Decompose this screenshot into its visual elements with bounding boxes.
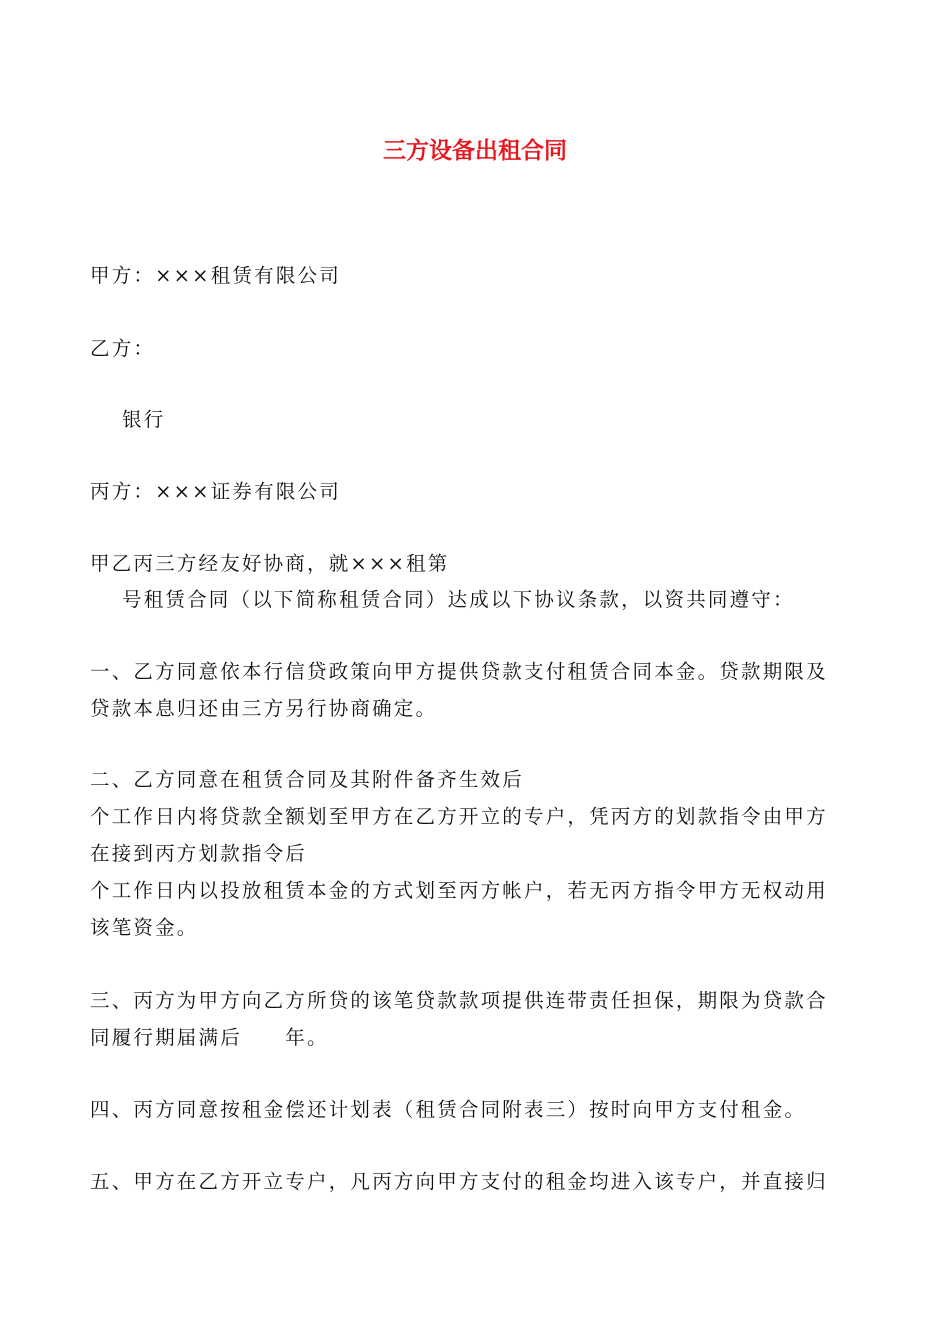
clause-3-line-1: 三、丙方为甲方向乙方所贷的该笔贷款款项提供连带责任担保，期限为贷款合 [90, 989, 828, 1012]
preamble-line-2: 号租赁合同（以下简称租赁合同）达成以下协议条款，以资共同遵守： [122, 588, 795, 611]
document-title: 三方设备出租合同 [383, 138, 567, 164]
party-b-line: 乙方： [90, 337, 156, 360]
party-c-line: 丙方：×××证券有限公司 [90, 480, 341, 503]
clause-1-line-1: 一、乙方同意依本行信贷政策向甲方提供贷款支付租赁合同本金。贷款期限及 [90, 660, 828, 683]
clause-5-line-1: 五、甲方在乙方开立专户，凡丙方向甲方支付的租金均进入该专户，并直接归 [90, 1170, 828, 1193]
clause-1-line-2: 贷款本息归还由三方另行协商确定。 [90, 697, 438, 720]
clause-2-line-5: 该笔资金。 [90, 916, 199, 939]
clause-2-line-4: 个工作日内以投放租赁本金的方式划至丙方帐户，若无丙方指令甲方无权动用 [90, 879, 828, 902]
clause-4-line-1: 四、丙方同意按租金偿还计划表（租赁合同附表三）按时向甲方支付租金。 [90, 1098, 807, 1121]
party-a-line: 甲方：×××租赁有限公司 [90, 264, 341, 287]
preamble-line-1: 甲乙丙三方经友好协商，就×××租第 [90, 552, 450, 575]
clause-2-line-3: 在接到丙方划款指令后 [90, 842, 308, 865]
clause-2-line-2: 个工作日内将贷款全额划至甲方在乙方开立的专户，凭丙方的划款指令由甲方 [90, 805, 828, 828]
clause-3-line-2: 同履行期届满后 年。 [90, 1026, 329, 1049]
clause-2-line-1: 二、乙方同意在租赁合同及其附件备齐生效后 [90, 768, 525, 791]
party-b-bank-line: 银行 [122, 408, 166, 431]
